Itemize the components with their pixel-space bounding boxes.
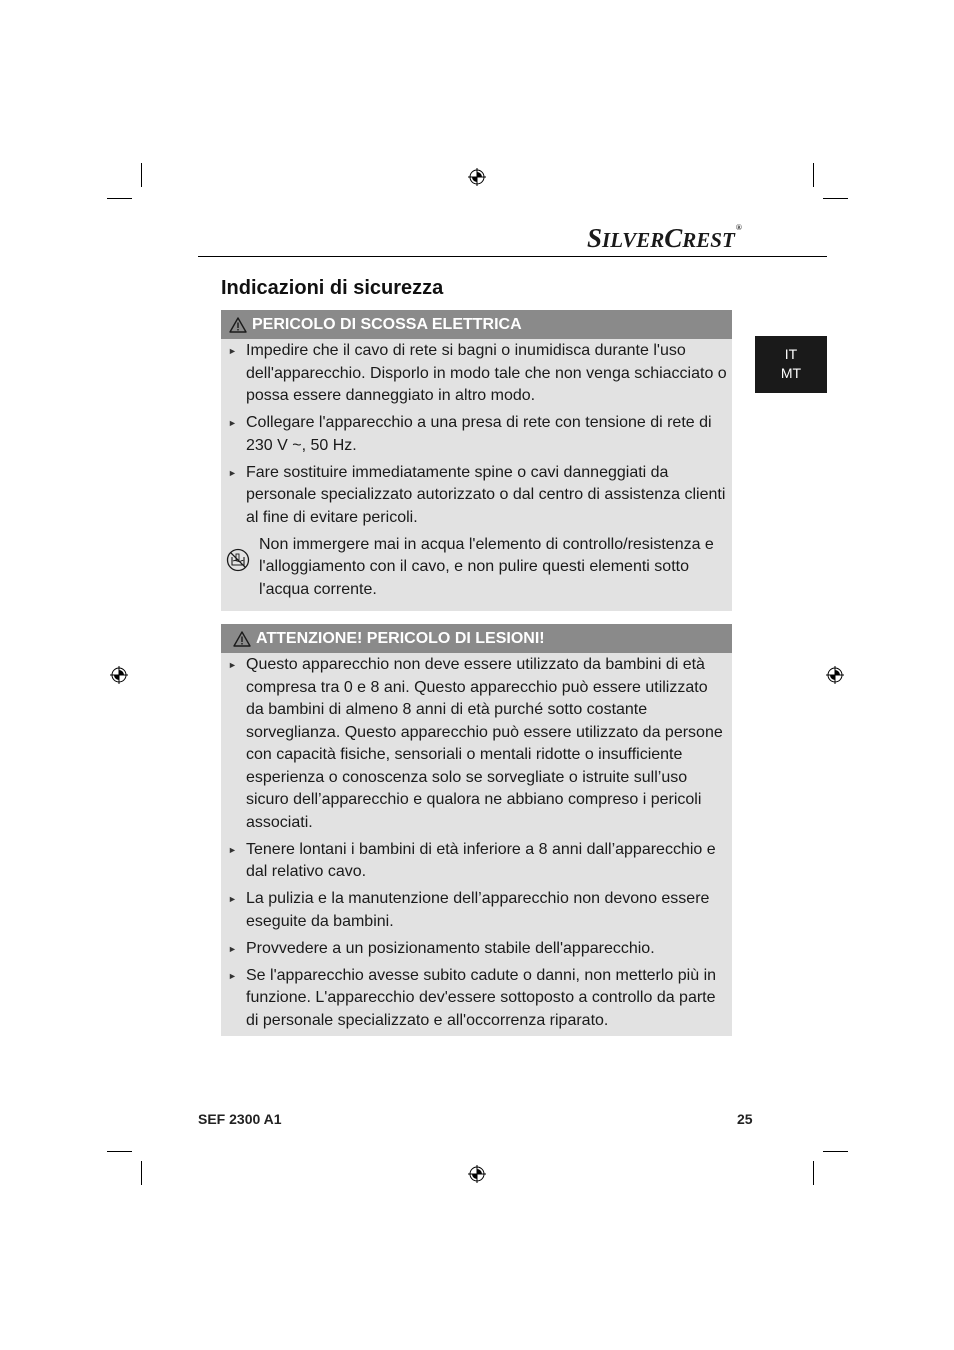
list-item [221, 938, 732, 961]
crop-mark [813, 163, 814, 187]
list-item-text: Provvedere a un posizionamento stabile dell'apparecchio. [246, 939, 655, 957]
triangle-right-bullet-icon: ► [228, 346, 237, 356]
warning-triangle-icon [233, 631, 251, 647]
logo-letter: S [587, 223, 603, 253]
header-divider [198, 256, 827, 257]
triangle-right-bullet-icon: ► [228, 970, 237, 981]
language-code: IT [784, 346, 798, 362]
registration-mark-icon [468, 168, 486, 186]
triangle-right-bullet-icon: ► [228, 467, 237, 478]
list-item-text: Se l'apparecchio avesse subito cadute o danni, non metterlo più in funzione. L'apparecchio dev'essere sottoposto a controllo da parte di personale specializzato e all'occorrenza riparato. [246, 966, 717, 1029]
crop-mark [823, 198, 848, 199]
list-item-text: Questo apparecchio non deve essere utilizzato da bambini di età compresa tra 0 e 8 ani. Questo apparecchio può essere utilizzato da bambini di almeno 8 anni di età purché sotto costante sorveglianza. Questo apparecchio può essere utilizzato da persone con capacità fisiche, sensoriali o mentali ridotte o insufficiente esperienza o conoscenza solo se sorvegliate o istruite sull’uso sicuro dell’apparecchio e qualora ne abbiano compreso i pericoli associati. [246, 656, 723, 831]
language-code: MT [780, 365, 802, 381]
triangle-right-bullet-icon: ► [228, 660, 237, 670]
list-item [221, 888, 732, 933]
triangle-right-bullet-icon: ► [228, 844, 237, 855]
triangle-right-bullet-icon: ► [228, 943, 237, 954]
logo-letters: ILVER [602, 228, 665, 252]
crop-mark [141, 1161, 142, 1185]
crop-mark [813, 1161, 814, 1185]
note-text: Non immergere mai in acqua l'elemento di controllo/resistenza e l'alloggiamento con il cavo, e non pulire questi elementi sotto l'acqua corrente. [259, 535, 714, 598]
model-number: SEF 2300 A1 [198, 1111, 282, 1127]
triangle-right-bullet-icon: ► [228, 894, 237, 904]
list-item [221, 839, 732, 884]
section-heading [221, 624, 732, 653]
warning-list [221, 654, 732, 1032]
list-item [221, 412, 732, 457]
crop-mark [823, 1151, 848, 1152]
crop-mark [141, 163, 142, 187]
crop-mark [107, 198, 132, 199]
language-tab [755, 336, 827, 393]
immersion-note [221, 534, 732, 602]
registered-trademark: ® [735, 223, 742, 232]
list-item-text: Tenere lontani i bambini di età inferiore a 8 anni dall’apparecchio e dal relativo cavo. [246, 840, 716, 880]
registration-mark-icon [110, 666, 128, 684]
injury-warning-box [221, 624, 732, 1036]
logo-letters: REST [682, 228, 735, 252]
registration-mark-icon [826, 666, 844, 684]
page-number: 25 [737, 1111, 753, 1127]
list-item [221, 965, 732, 1033]
warning-triangle-icon [229, 317, 247, 333]
list-item-text: Fare sostituire immediatamente spine o cavi danneggiati da personale specializzato autorizzato o dal centro di assistenza clienti al fine di evitare pericoli. [246, 463, 726, 526]
section-heading-text: ATTENZIONE! PERICOLO DI LESIONI! [256, 629, 545, 647]
list-item [221, 340, 732, 408]
electric-shock-warning-box [221, 310, 732, 611]
list-item-text: La pulizia e la manutenzione dell’apparecchio non devono essere eseguite da bambini. [246, 890, 710, 930]
section-heading [221, 310, 732, 339]
list-item [221, 462, 732, 530]
warning-list [221, 340, 732, 529]
triangle-right-bullet-icon: ► [228, 418, 237, 428]
crop-mark [107, 1151, 132, 1152]
section-heading-text: PERICOLO DI SCOSSA ELETTRICA [252, 315, 522, 333]
registration-mark-icon [468, 1165, 486, 1183]
no-water-immersion-icon [226, 548, 250, 572]
logo-letter: C [664, 223, 683, 253]
silvercrest-logo [587, 223, 742, 254]
list-item-text: Collegare l'apparecchio a una presa di rete con tensione di rete di 230 V ~, 50 Hz. [246, 414, 712, 454]
page-title: Indicazioni di sicurezza [221, 277, 444, 299]
list-item [221, 654, 732, 834]
list-item-text: Impedire che il cavo di rete si bagni o inumidisca durante l'uso dell'apparecchio. Disporlo in modo tale che non venga schiacciato o possa essere danneggiato in altro modo. [246, 342, 727, 404]
